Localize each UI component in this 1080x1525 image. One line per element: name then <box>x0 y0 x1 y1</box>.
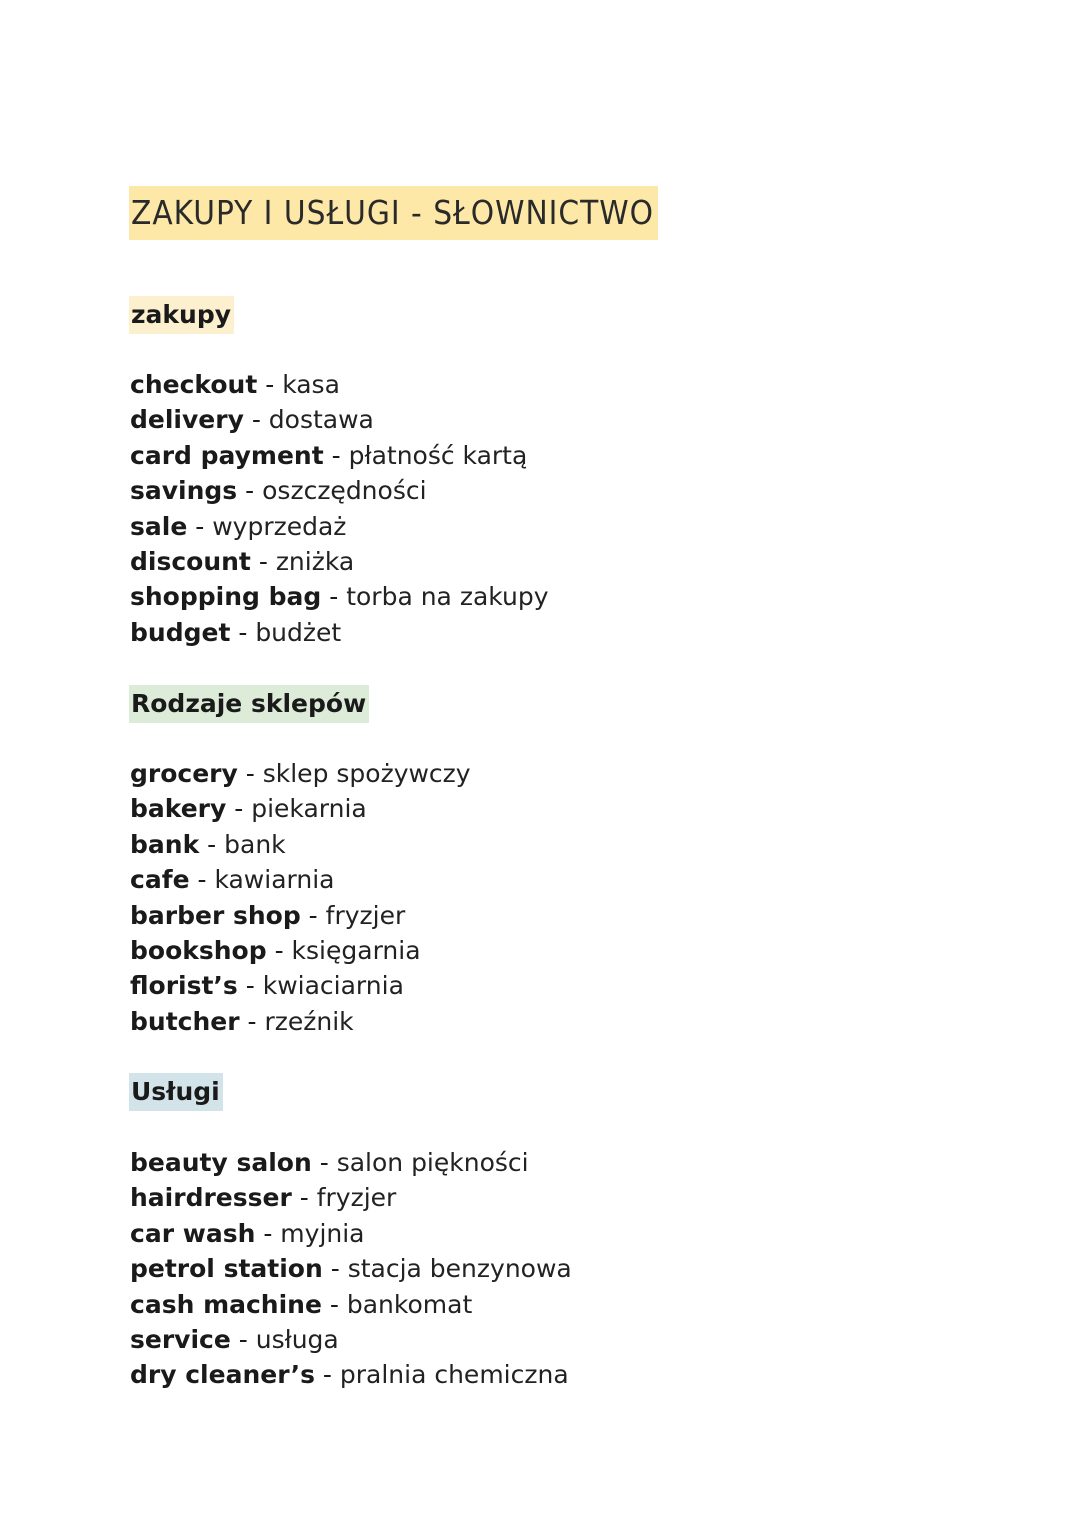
term: delivery <box>130 405 244 435</box>
page-title: ZAKUPY I USŁUGI - SŁOWNICTWO <box>129 186 658 240</box>
list-item <box>130 756 471 791</box>
term: cash machine <box>130 1289 322 1319</box>
term: service <box>130 1324 231 1354</box>
separator: - <box>321 1289 347 1319</box>
definition: wyprzedaż <box>212 511 347 541</box>
definition: piekarnia <box>251 794 367 824</box>
term: budget <box>130 617 231 647</box>
list-item <box>130 1322 572 1357</box>
separator: - <box>199 829 225 859</box>
term: barber shop <box>130 900 301 930</box>
term: sale <box>130 511 188 541</box>
list-item <box>130 544 549 579</box>
definition: rzeźnik <box>264 1006 354 1036</box>
term: butcher <box>130 1006 240 1036</box>
separator: - <box>323 440 349 470</box>
separator: - <box>239 1006 265 1036</box>
definition: pralnia chemiczna <box>339 1360 569 1390</box>
definition: fryzjer <box>325 900 406 930</box>
separator: - <box>311 1148 337 1177</box>
term: bakery <box>130 794 227 824</box>
definition: myjnia <box>280 1218 365 1248</box>
list-item <box>130 367 549 402</box>
list-item <box>130 473 549 508</box>
definition: księgarnia <box>291 935 421 965</box>
separator: - <box>321 582 347 612</box>
separator: - <box>300 900 326 930</box>
list-item <box>130 579 549 614</box>
separator: - <box>187 511 213 541</box>
separator: - <box>250 546 276 576</box>
definition: kasa <box>282 370 340 399</box>
vocab-list-zakupy <box>130 367 549 650</box>
term: checkout <box>130 370 258 399</box>
separator: - <box>314 1360 340 1390</box>
separator: - <box>257 370 283 399</box>
definition: salon piękności <box>336 1148 529 1177</box>
list-item <box>130 862 471 897</box>
separator: - <box>255 1218 281 1248</box>
term: hairdresser <box>130 1183 292 1213</box>
term: petrol station <box>130 1254 323 1284</box>
list-item <box>130 1357 572 1392</box>
section-heading-uslugi: Usługi <box>129 1073 223 1111</box>
section-heading-zakupy: zakupy <box>129 296 234 334</box>
definition: bankomat <box>346 1289 473 1319</box>
vocab-list-uslugi <box>130 1145 572 1393</box>
definition: płatność kartą <box>348 440 528 470</box>
separator: - <box>266 935 292 965</box>
term: car wash <box>130 1218 256 1248</box>
term: dry cleaner’s <box>130 1360 315 1390</box>
separator: - <box>237 971 263 1001</box>
separator: - <box>243 405 269 435</box>
vocab-list-rodzaje-sklepow <box>130 756 471 1039</box>
list-item <box>130 615 549 650</box>
separator: - <box>230 617 256 647</box>
term: cafe <box>130 865 190 895</box>
definition: kawiarnia <box>214 865 335 895</box>
definition: budżet <box>255 617 342 647</box>
separator: - <box>322 1254 348 1284</box>
list-item <box>130 791 471 826</box>
separator: - <box>237 476 263 506</box>
section-heading-rodzaje-sklepow: Rodzaje sklepów <box>129 685 369 723</box>
list-item <box>130 933 471 968</box>
definition: kwiaciarnia <box>262 971 404 1001</box>
list-item <box>130 968 471 1003</box>
term: florist’s <box>130 971 238 1001</box>
term: grocery <box>130 759 238 788</box>
list-item <box>130 898 471 933</box>
list-item <box>130 509 549 544</box>
definition: usługa <box>255 1324 339 1354</box>
separator: - <box>226 794 252 824</box>
term: beauty salon <box>130 1148 312 1177</box>
separator: - <box>237 759 263 788</box>
list-item <box>130 827 471 862</box>
separator: - <box>230 1324 256 1354</box>
term: bookshop <box>130 935 267 965</box>
separator: - <box>291 1183 317 1213</box>
term: card payment <box>130 440 324 470</box>
list-item <box>130 1216 572 1251</box>
definition: fryzjer <box>316 1183 397 1213</box>
term: savings <box>130 476 238 506</box>
list-item <box>130 438 549 473</box>
definition: bank <box>224 829 286 859</box>
list-item <box>130 1287 572 1322</box>
list-item <box>130 1004 471 1039</box>
definition: zniżka <box>275 546 355 576</box>
definition: sklep spożywczy <box>262 759 471 788</box>
term: bank <box>130 829 200 859</box>
definition: dostawa <box>268 405 374 435</box>
term: discount <box>130 546 251 576</box>
term: shopping bag <box>130 582 322 612</box>
list-item <box>130 1180 572 1215</box>
definition: stacja benzynowa <box>347 1254 572 1284</box>
definition: oszczędności <box>262 476 427 506</box>
list-item <box>130 1251 572 1286</box>
definition: torba na zakupy <box>346 582 549 612</box>
list-item <box>130 1145 572 1180</box>
separator: - <box>189 865 215 895</box>
list-item <box>130 402 549 437</box>
